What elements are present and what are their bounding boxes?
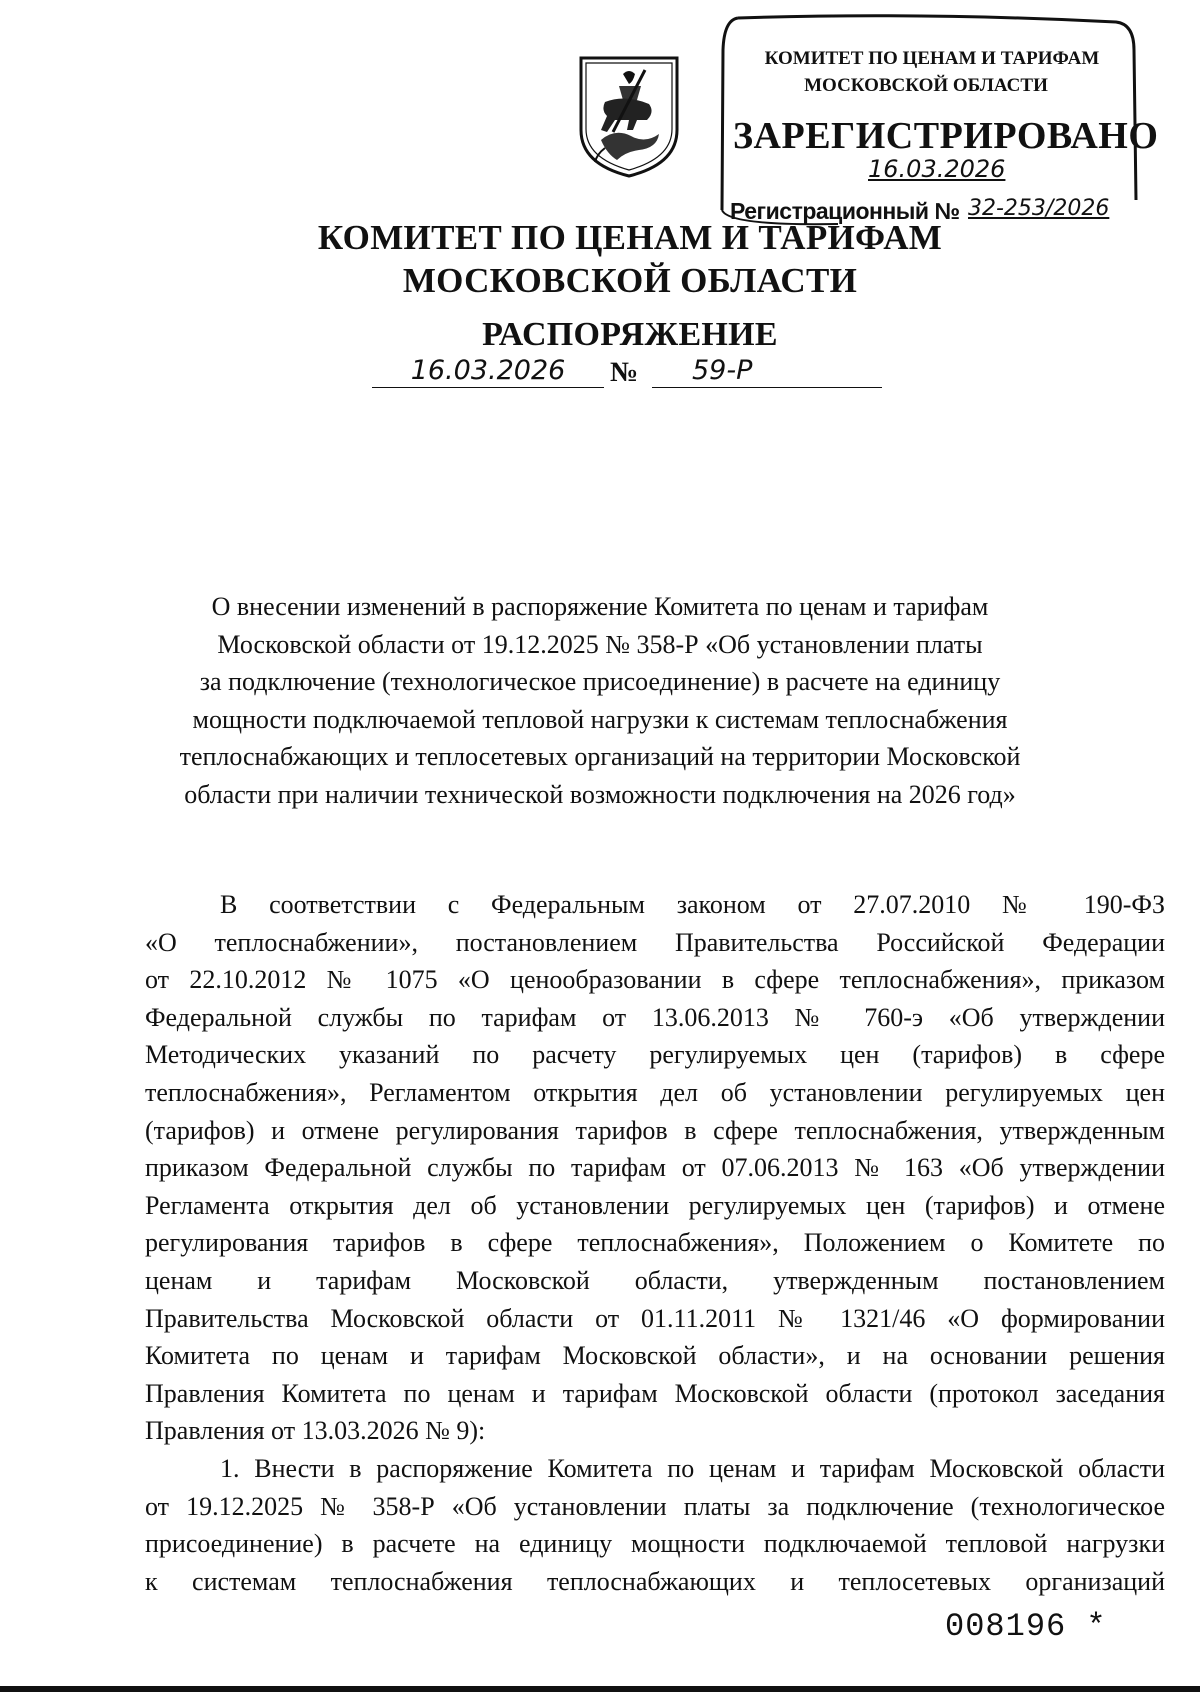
- body-paragraph-2: [145, 1450, 1165, 1600]
- stamp-status: ЗАРЕГИСТРИРОВАНО: [733, 115, 1159, 157]
- header-org-line1: КОМИТЕТ ПО ЦЕНАМ И ТАРИФАМ: [317, 218, 943, 257]
- title-line: области при наличии технической возможности подключения на 2026 год»: [184, 779, 1016, 809]
- body-line: от 22.10.2012 № 1075 «О ценообразовании в сфере теплоснабжения», приказом: [145, 965, 1165, 995]
- body-line: В соответствии с Федеральным законом от 27.07.2010 № 190-ФЗ: [220, 890, 1165, 919]
- stamp-org-line2: МОСКОВСКОЙ ОБЛАСТИ: [804, 75, 1048, 96]
- stamp-reg-number-label: Регистрационный №: [730, 198, 960, 224]
- body-line: (тарифов) и отмене регулирования тарифов в сфере теплоснабжения, утвержденным: [145, 1115, 1165, 1145]
- body-line: Правления от 13.03.2026 № 9):: [145, 1416, 486, 1446]
- registration-stamp: [718, 10, 1159, 235]
- title-line: теплоснабжающих и теплосетевых организаций на территории Московской: [179, 742, 1021, 771]
- body-line: ценам и тарифам Московской области, утвержденным постановлением: [145, 1265, 1165, 1295]
- body-line: 1. Внести в распоряжение Комитета по ценам и тарифам Московской области: [220, 1454, 1165, 1483]
- body-line: Правления Комитета по ценам и тарифам Московской области (протокол заседания: [145, 1378, 1165, 1408]
- body-line: «О теплоснабжении», постановлением Правительства Российской Федерации: [145, 927, 1165, 957]
- body-line: от 19.12.2025 № 358-Р «Об установлении платы за подключение (технологическое: [145, 1491, 1165, 1521]
- order-title: [150, 588, 1050, 813]
- body-line: Регламента открытия дел об установлении регулируемых цен (тарифов) и отмене: [145, 1190, 1165, 1220]
- order-date: 16.03.2026: [372, 355, 604, 388]
- stamp-date: 16.03.2026: [868, 155, 1006, 183]
- title-line: Московской области от 19.12.2025 № 358-Р «Об установлении платы: [217, 629, 983, 659]
- body-line: Федеральной службы по тарифам от 13.06.2013 № 760-э «Об утверждении: [145, 1002, 1165, 1032]
- body-line: приказом Федеральной службы по тарифам от 07.06.2013 № 163 «Об утверждении: [145, 1153, 1165, 1183]
- title-line: мощности подключаемой тепловой нагрузки к системам теплоснабжения: [192, 704, 1008, 734]
- page-bottom-edge: [0, 1686, 1200, 1692]
- body-line: Правительства Московской области от 01.11.2011 № 1321/46 «О формировании: [145, 1303, 1165, 1333]
- date-number-line: [372, 355, 882, 395]
- title-line: О внесении изменений в распоряжение Комитета по ценам и тарифам: [211, 592, 989, 621]
- body-line: к системам теплоснабжения теплоснабжающих и теплосетевых организаций: [145, 1566, 1165, 1596]
- moscow-region-coat-of-arms-icon: [575, 52, 683, 180]
- number-sign: №: [610, 357, 639, 388]
- header-org-line2: МОСКОВСКОЙ ОБЛАСТИ: [402, 261, 858, 300]
- body-line: теплоснабжения», Регламентом открытия дел об установлении регулируемых цен: [145, 1077, 1165, 1107]
- body-line: регулирования тарифов в сфере теплоснабжения», Положением о Комитете по: [145, 1228, 1165, 1258]
- body-line: Комитета по ценам и тарифам Московской области», и на основании решения: [145, 1341, 1165, 1371]
- form-serial-number: 008196 *: [945, 1608, 1107, 1645]
- stamp-reg-number: 32-253/2026: [968, 196, 1110, 221]
- stamp-org-line1: КОМИТЕТ ПО ЦЕНАМ И ТАРИФАМ: [764, 48, 1100, 69]
- body-paragraph-1: [145, 886, 1165, 1450]
- body-line: присоединение) в расчете на единицу мощности подключаемой тепловой нагрузки: [145, 1529, 1165, 1559]
- doc-type-title: РАСПОРЯЖЕНИЕ: [482, 316, 778, 353]
- order-number: 59-Р: [652, 355, 882, 388]
- body-line: Методических указаний по расчету регулируемых цен (тарифов) в сфере: [145, 1040, 1165, 1070]
- title-line: за подключение (технологическое присоединение) в расчете на единицу: [199, 667, 1001, 696]
